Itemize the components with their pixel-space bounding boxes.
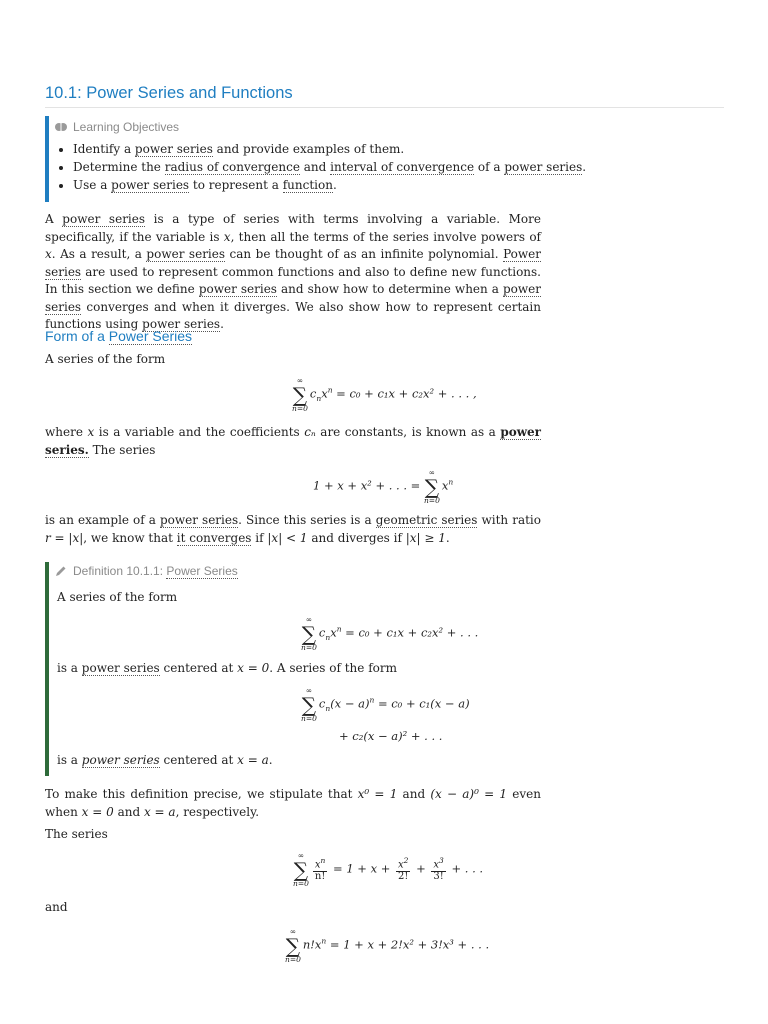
definition-header bbox=[55, 564, 238, 578]
glossary-link[interactable]: radius of convergence bbox=[164, 160, 300, 174]
glossary-link[interactable]: power series bbox=[142, 317, 221, 331]
equation-factorial: ∞ ∑ n=0 $n!x^n = 1 + x + 2!x^2 + 3!x^3$ + . . . bbox=[285, 927, 490, 964]
glossary-link[interactable]: power series bbox=[146, 247, 226, 261]
glossary-link[interactable]: function bbox=[282, 178, 333, 192]
glossary-link[interactable]: power series bbox=[111, 178, 190, 192]
definition-line: is a power series centered at x = 0. A series of the form bbox=[57, 661, 397, 675]
example-paragraph: is an example of a power series. Since this series is a geometric series with ratio r = |x|, we know that it converges if |x| < 1 and diverges if |x| ≥ 1. bbox=[45, 513, 541, 545]
definition-title: Definition 10.1.1: bbox=[73, 564, 167, 578]
equation-power-series: ∞ ∑ n=0 $c_nx^n = c_0 + c_1x + c_2x^2$ + . . . , bbox=[292, 376, 477, 413]
glossary-link[interactable]: geometric series bbox=[375, 513, 478, 527]
glossary-link[interactable]: power series bbox=[81, 753, 160, 767]
equation-exponential: ∞ ∑ n=0 $\frac{x^n}{n!}$ = 1 + x + $\frac{x^2}{2!}$ + $\frac{x^3}{3!}$ + . . . bbox=[293, 851, 484, 888]
glossary-link[interactable]: power series. bbox=[45, 425, 541, 457]
glossary-link[interactable]: interval of convergence bbox=[330, 160, 475, 174]
equation-definition-2-continued: + c₂(x − a)² + . . . bbox=[339, 729, 443, 743]
stipulate-paragraph: To make this definition precise, we stipulate that x⁰ = 1 and (x − a)⁰ = 1 even when x = 0 and x = a, respectively. bbox=[45, 787, 541, 819]
glossary-link[interactable]: Power series bbox=[45, 247, 541, 279]
page-title: 10.1: Power Series and Functions bbox=[45, 84, 293, 102]
glossary-link[interactable]: power series bbox=[62, 212, 146, 226]
glossary-link[interactable]: it converges bbox=[176, 530, 252, 545]
glossary-link[interactable]: power series bbox=[198, 282, 277, 296]
glossary-link[interactable]: Power Series bbox=[108, 328, 193, 344]
equation-definition-1: ∞ ∑ n=0 $c_nx^n = c_0 + c_1x + c_2x^2$ + . . . bbox=[301, 615, 479, 652]
text-line: The series bbox=[45, 827, 108, 841]
objective-item: • Determine the radius of convergence and interval of convergence of a power series. bbox=[73, 158, 586, 176]
section-heading: Form of a Power Series bbox=[45, 328, 193, 344]
objective-item: • Use a power series to represent a function. bbox=[73, 176, 586, 194]
intro-paragraph: A power series is a type of series with terms involving a variable. More specifically, if the variable is x, then all the terms of the series involve powers of x. As a result, a power series can be thought of as an infinite polynomial. Power series are used to represent common functions and also to define new functions. In this section we define power series and show how to determine when a power series converges and when it diverges. We also show how to represent certain functions using power series. bbox=[45, 212, 541, 331]
glossary-link[interactable]: power series bbox=[159, 513, 239, 527]
definition-line: is a power series centered at x = a. bbox=[57, 753, 273, 767]
definition-line: A series of the form bbox=[57, 590, 178, 604]
where-paragraph: where x is a variable and the coefficients cₙ are constants, is known as a power series. The series bbox=[45, 425, 541, 457]
equation-geometric: 1 + x + x² + . . . = ∞ ∑ n=0 $x^n$ bbox=[313, 468, 454, 505]
glossary-link[interactable]: power series bbox=[134, 142, 213, 156]
brain-icon bbox=[55, 121, 67, 133]
objectives-header bbox=[55, 120, 179, 134]
title-divider bbox=[45, 107, 724, 108]
objectives-heading: Learning Objectives bbox=[73, 120, 180, 134]
equation-definition-2: ∞ ∑ n=0 $c_n(x - a)^n = c_0 + c_1(x - a)$ bbox=[301, 686, 470, 723]
text-line: and bbox=[45, 900, 68, 914]
glossary-link[interactable]: Power Series bbox=[166, 564, 238, 578]
objectives-list bbox=[57, 140, 586, 194]
glossary-link[interactable]: power series bbox=[81, 661, 160, 675]
text-line: A series of the form bbox=[45, 352, 166, 366]
definition-box bbox=[45, 562, 544, 776]
glossary-link[interactable]: power series bbox=[45, 282, 541, 314]
pencil-icon bbox=[55, 565, 67, 577]
learning-objectives-box bbox=[45, 116, 609, 202]
glossary-link[interactable]: power series bbox=[504, 160, 583, 174]
objective-item: • Identify a power series and provide examples of them. bbox=[73, 140, 586, 158]
